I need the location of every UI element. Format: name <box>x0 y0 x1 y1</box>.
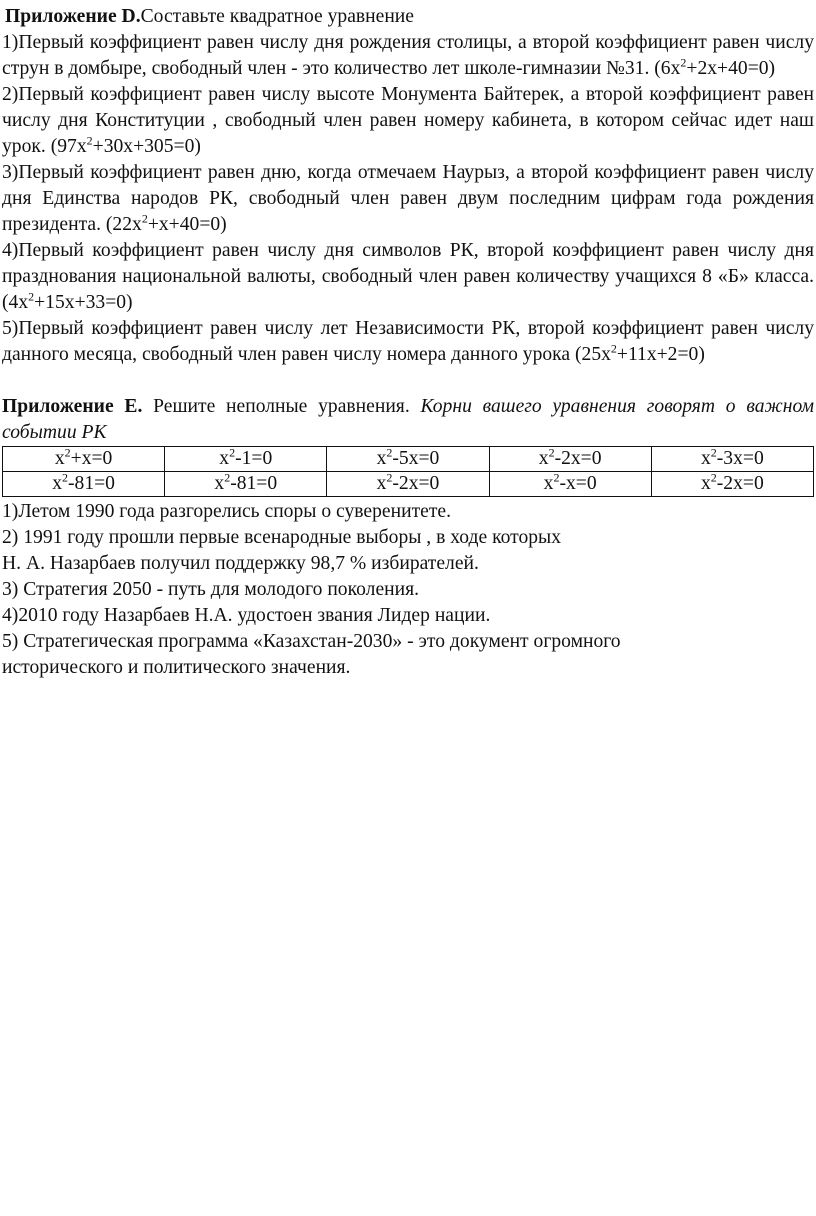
section-d-title <box>2 4 816 30</box>
spacer <box>2 368 816 394</box>
event-line: 3) Стратегия 2050 - путь для молодого поколения. <box>2 579 420 600</box>
table-row <box>3 447 814 472</box>
table-cell: $x^2-x=0$ <box>489 472 651 497</box>
section-e-instruction: Решите неполные уравнения <box>142 396 405 417</box>
section-e-italic: Корни вашего уравнения говорят о важном событии РК <box>2 396 815 443</box>
events-list <box>2 499 816 681</box>
section-d-heading-text: Составьте квадратное уравнение <box>140 6 414 27</box>
task-item-2: 2)Первый коэффициент равен числу высоте Монумента Байтерек, а второй коэффициент равен числу дня Конституции , свободный член равен номеру кабинета, в котором сейчас идет наш урок. $(97x^2+30x+305=0)$ <box>2 84 814 157</box>
table-cell: $x^2-2x=0$ <box>489 447 651 472</box>
table-row <box>3 472 814 497</box>
table-cell: $x^2+x=0$ <box>3 447 165 472</box>
task-item-5: 5)Первый коэффициент равен числу лет Независимости РК, второй коэффициент равен числу данного месяца, свободный член равен числу номера данного урока $(25x^2+11x+2=0)$ <box>2 318 814 365</box>
equation: $(6x^2+2x+40=0)$ <box>654 55 776 79</box>
task-item-4: 4)Первый коэффициент равен числу дня символов РК, второй коэффициент равен числу дня празднования национальной валюты, свободный член равен количеству учащихся 8 «Б» класса. $(4x^2+15x+33=0)$ <box>2 240 814 313</box>
equation: $(22x^2+x+40=0)$ <box>105 211 227 235</box>
section-e-title: Приложение Е. Решите неполные уравнения. Корни вашего уравнения говорят о важном событии РК <box>2 396 815 443</box>
event-line: 5) Стратегическая программа «Казахстан-2030» - это документ огромного <box>2 631 621 652</box>
event-line: исторического и политического значения. <box>2 657 351 678</box>
table-cell: $x^2-1=0$ <box>165 447 327 472</box>
equation: $(97x^2+30x+305=0)$ <box>50 133 201 157</box>
task-item-1: 1)Первый коэффициент равен числу дня рождения столицы, а второй коэффициент равен числу струн в домбыре, свободный член - это количество лет школе-гимназии №31. $(6x^2+2x+40=0)$ <box>2 32 814 79</box>
section-d-heading: Приложение D. <box>5 6 141 27</box>
task-item-3: 3)Первый коэффициент равен дню, когда отмечаем Наурыз, а второй коэффициент равен числу дня Единства народов РК, свободный член равен двум последним цифрам года рождения президента. $(22x^2+x+40=0)$ <box>2 162 814 235</box>
table-cell: $x^2-2x=0$ <box>651 472 813 497</box>
section-e-heading: Приложение Е. <box>2 396 143 417</box>
table-cell: $x^2-5x=0$ <box>327 447 489 472</box>
event-line: Н. А. Назарбаев получил поддержку 98,7 % избирателей. <box>2 553 479 574</box>
equation: $(4x^2+15x+33=0)$ <box>2 289 133 313</box>
table-cell: $x^2-3x=0$ <box>651 447 813 472</box>
equations-table <box>2 446 814 497</box>
event-line: 1)Летом 1990 года разгорелись споры о суверенитете. <box>2 501 451 522</box>
table-cell: $x^2-81=0$ <box>3 472 165 497</box>
event-line: 4)2010 году Назарбаев Н.А. удостоен звания Лидер нации. <box>2 605 491 626</box>
event-line: 2) 1991 году прошли первые всенародные выборы , в ходе которых <box>2 527 562 548</box>
table-cell: $x^2-2x=0$ <box>327 472 489 497</box>
table-cell: $x^2-81=0$ <box>165 472 327 497</box>
equation: $(25x^2+11x+2=0)$ <box>575 341 705 365</box>
